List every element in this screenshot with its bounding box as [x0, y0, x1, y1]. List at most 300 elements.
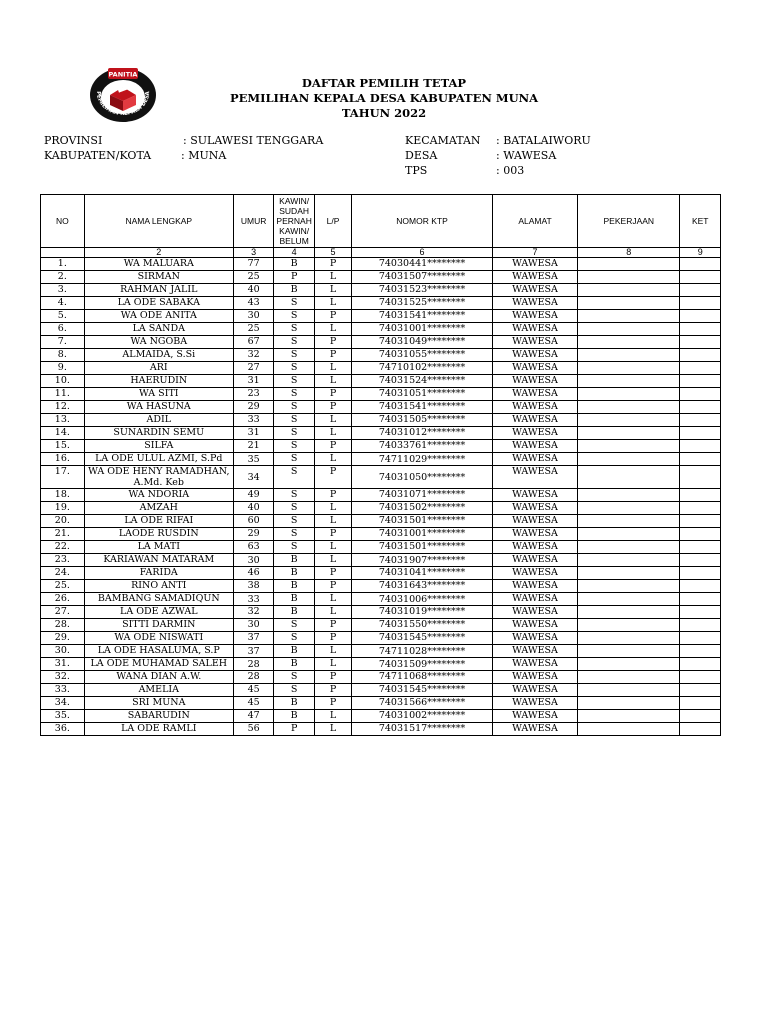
cell-ket [680, 310, 721, 323]
cell-pekerjaan [578, 427, 680, 440]
cell-lp: L [314, 271, 351, 284]
cell-lp: L [314, 554, 351, 567]
cell-umur: 33 [233, 593, 274, 606]
cell-ktp: 74031541******** [352, 401, 493, 414]
table-row [41, 528, 721, 541]
cell-nama: LA ODE RIFAI [84, 515, 233, 528]
cell-umur: 30 [233, 310, 274, 323]
cell-no: 33. [41, 684, 85, 697]
cell-lp: L [314, 541, 351, 554]
cell-nama: ALMAIDA, S.Si [84, 349, 233, 362]
table-row [41, 645, 721, 658]
cell-nama: SUNARDIN SEMU [84, 427, 233, 440]
cell-pekerjaan [578, 567, 680, 580]
table-row [41, 323, 721, 336]
cell-ktp: 74031517******** [352, 723, 493, 736]
cell-alamat: WAWESA [492, 710, 577, 723]
cell-kawin: P [274, 723, 315, 736]
cell-ktp: 74031566******** [352, 697, 493, 710]
table-row [41, 554, 721, 567]
table-row [41, 375, 721, 388]
cell-kawin: S [274, 336, 315, 349]
cell-no: 35. [41, 710, 85, 723]
cell-alamat: WAWESA [492, 297, 577, 310]
cell-alamat: WAWESA [492, 466, 577, 489]
cell-lp: L [314, 284, 351, 297]
column-number: 6 [352, 248, 493, 258]
cell-ktp: 74031019******** [352, 606, 493, 619]
cell-ket [680, 349, 721, 362]
table-row [41, 502, 721, 515]
cell-ktp: 74031545******** [352, 632, 493, 645]
kecamatan-label: KECAMATAN [405, 134, 481, 147]
cell-kawin: S [274, 414, 315, 427]
cell-nama: WA HASUNA [84, 401, 233, 414]
cell-ktp: 74031006******** [352, 593, 493, 606]
table-row [41, 710, 721, 723]
cell-ktp: 74711029******** [352, 453, 493, 466]
cell-alamat: WAWESA [492, 414, 577, 427]
table-row [41, 541, 721, 554]
cell-umur: 27 [233, 362, 274, 375]
cell-ktp: 74031507******** [352, 271, 493, 284]
cell-nama: LA ODE RAMLI [84, 723, 233, 736]
cell-nama: AMELIA [84, 684, 233, 697]
cell-umur: 35 [233, 453, 274, 466]
cell-nama: LA ODE AZWAL [84, 606, 233, 619]
table-row [41, 684, 721, 697]
cell-kawin: S [274, 684, 315, 697]
table-row [41, 271, 721, 284]
table-row [41, 284, 721, 297]
cell-umur: 25 [233, 271, 274, 284]
cell-pekerjaan [578, 489, 680, 502]
cell-nama: SIRMAN [84, 271, 233, 284]
cell-no: 18. [41, 489, 85, 502]
cell-no: 7. [41, 336, 85, 349]
header-nama: NAMA LENGKAP [84, 195, 233, 248]
cell-lp: L [314, 593, 351, 606]
cell-pekerjaan [578, 258, 680, 271]
cell-umur: 47 [233, 710, 274, 723]
cell-kawin: S [274, 528, 315, 541]
header-no: NO [41, 195, 85, 248]
cell-ktp: 74030441******** [352, 258, 493, 271]
cell-alamat: WAWESA [492, 723, 577, 736]
cell-kawin: B [274, 567, 315, 580]
cell-kawin: S [274, 466, 315, 489]
cell-alamat: WAWESA [492, 567, 577, 580]
cell-pekerjaan [578, 723, 680, 736]
table-row [41, 619, 721, 632]
cell-kawin: B [274, 580, 315, 593]
document-subtitle: PEMILIHAN KEPALA DESA KABUPATEN MUNA [229, 91, 539, 105]
cell-kawin: S [274, 362, 315, 375]
cell-pekerjaan [578, 541, 680, 554]
cell-nama: LA MATI [84, 541, 233, 554]
cell-ktp: 74033761******** [352, 440, 493, 453]
cell-no: 30. [41, 645, 85, 658]
cell-alamat: WAWESA [492, 528, 577, 541]
cell-no: 32. [41, 671, 85, 684]
cell-nama: AMZAH [84, 502, 233, 515]
cell-pekerjaan [578, 414, 680, 427]
header-lp: L/P [314, 195, 351, 248]
table-row [41, 258, 721, 271]
cell-ket [680, 580, 721, 593]
cell-kawin: S [274, 375, 315, 388]
cell-lp: P [314, 440, 351, 453]
cell-no: 1. [41, 258, 85, 271]
cell-no: 28. [41, 619, 85, 632]
column-number: 4 [274, 248, 315, 258]
column-number-row [41, 248, 721, 258]
cell-nama: LA SANDA [84, 323, 233, 336]
column-number: 3 [233, 248, 274, 258]
cell-lp: L [314, 414, 351, 427]
cell-lp: P [314, 684, 351, 697]
kabupaten-value: : MUNA [181, 149, 227, 162]
cell-pekerjaan [578, 671, 680, 684]
cell-umur: 45 [233, 697, 274, 710]
cell-pekerjaan [578, 362, 680, 375]
cell-alamat: WAWESA [492, 515, 577, 528]
cell-nama: WA SITI [84, 388, 233, 401]
cell-no: 19. [41, 502, 85, 515]
cell-ktp: 74031524******** [352, 375, 493, 388]
cell-kawin: B [274, 593, 315, 606]
cell-umur: 63 [233, 541, 274, 554]
table-row [41, 632, 721, 645]
cell-ktp: 74031509******** [352, 658, 493, 671]
cell-lp: P [314, 697, 351, 710]
cell-ket [680, 362, 721, 375]
cell-no: 15. [41, 440, 85, 453]
table-row [41, 362, 721, 375]
cell-pekerjaan [578, 515, 680, 528]
cell-ket [680, 671, 721, 684]
cell-ket [680, 401, 721, 414]
cell-no: 36. [41, 723, 85, 736]
cell-nama: SABARUDIN [84, 710, 233, 723]
cell-no: 21. [41, 528, 85, 541]
cell-lp: P [314, 489, 351, 502]
cell-nama: WA NGOBA [84, 336, 233, 349]
cell-lp: L [314, 606, 351, 619]
table-row [41, 414, 721, 427]
cell-nama: LAODE RUSDIN [84, 528, 233, 541]
cell-no: 14. [41, 427, 85, 440]
tps-value: : 003 [496, 164, 525, 177]
cell-ktp: 74031051******** [352, 388, 493, 401]
cell-pekerjaan [578, 453, 680, 466]
desa-value: : WAWESA [496, 149, 557, 162]
column-number: 5 [314, 248, 351, 258]
cell-nama: ARI [84, 362, 233, 375]
table-row [41, 697, 721, 710]
cell-no: 26. [41, 593, 85, 606]
column-number: 2 [84, 248, 233, 258]
cell-lp: P [314, 466, 351, 489]
cell-lp: P [314, 336, 351, 349]
table-row [41, 427, 721, 440]
cell-nama: FARIDA [84, 567, 233, 580]
column-number: 8 [578, 248, 680, 258]
cell-umur: 23 [233, 388, 274, 401]
header-umur: UMUR [233, 195, 274, 248]
cell-no: 24. [41, 567, 85, 580]
cell-kawin: B [274, 606, 315, 619]
cell-alamat: WAWESA [492, 502, 577, 515]
cell-lp: P [314, 580, 351, 593]
cell-ket [680, 297, 721, 310]
header-pekerjaan: PEKERJAAN [578, 195, 680, 248]
cell-nama: LA ODE SABAKA [84, 297, 233, 310]
cell-no: 5. [41, 310, 85, 323]
table-row [41, 567, 721, 580]
cell-ktp: 74031001******** [352, 528, 493, 541]
header-ket: KET [680, 195, 721, 248]
cell-lp: P [314, 401, 351, 414]
cell-alamat: WAWESA [492, 336, 577, 349]
cell-alamat: WAWESA [492, 362, 577, 375]
cell-ket [680, 632, 721, 645]
cell-ktp: 74031071******** [352, 489, 493, 502]
cell-pekerjaan [578, 401, 680, 414]
cell-ktp: 74031545******** [352, 684, 493, 697]
cell-ket [680, 427, 721, 440]
table-row [41, 336, 721, 349]
cell-no: 17. [41, 466, 85, 489]
cell-kawin: S [274, 440, 315, 453]
cell-no: 6. [41, 323, 85, 336]
cell-no: 27. [41, 606, 85, 619]
document-year: TAHUN 2022 [341, 106, 427, 120]
cell-lp: P [314, 619, 351, 632]
cell-nama: ADIL [84, 414, 233, 427]
cell-ket [680, 375, 721, 388]
cell-lp: L [314, 502, 351, 515]
cell-ket [680, 414, 721, 427]
cell-ktp: 74031502******** [352, 502, 493, 515]
cell-alamat: WAWESA [492, 697, 577, 710]
logo-top-text: PANITIA [108, 70, 138, 79]
cell-no: 3. [41, 284, 85, 297]
cell-nama: HAERUDIN [84, 375, 233, 388]
cell-pekerjaan [578, 580, 680, 593]
cell-no: 25. [41, 580, 85, 593]
cell-kawin: S [274, 619, 315, 632]
cell-pekerjaan [578, 336, 680, 349]
cell-ket [680, 466, 721, 489]
cell-lp: P [314, 632, 351, 645]
cell-no: 23. [41, 554, 85, 567]
cell-umur: 49 [233, 489, 274, 502]
cell-umur: 37 [233, 632, 274, 645]
cell-umur: 32 [233, 606, 274, 619]
cell-umur: 67 [233, 336, 274, 349]
cell-ktp: 74711028******** [352, 645, 493, 658]
cell-pekerjaan [578, 388, 680, 401]
desa-label: DESA [405, 149, 438, 162]
cell-alamat: WAWESA [492, 271, 577, 284]
cell-ktp: 74031505******** [352, 414, 493, 427]
cell-pekerjaan [578, 284, 680, 297]
cell-kawin: S [274, 349, 315, 362]
cell-umur: 34 [233, 466, 274, 489]
cell-lp: P [314, 567, 351, 580]
cell-ket [680, 388, 721, 401]
cell-nama: BAMBANG SAMADIQUN [84, 593, 233, 606]
cell-alamat: WAWESA [492, 375, 577, 388]
cell-umur: 60 [233, 515, 274, 528]
cell-umur: 37 [233, 645, 274, 658]
table-row [41, 310, 721, 323]
cell-pekerjaan [578, 710, 680, 723]
cell-pekerjaan [578, 297, 680, 310]
cell-lp: P [314, 388, 351, 401]
cell-alamat: WAWESA [492, 580, 577, 593]
cell-alamat: WAWESA [492, 440, 577, 453]
cell-umur: 29 [233, 401, 274, 414]
table-header-row [41, 195, 721, 248]
cell-no: 20. [41, 515, 85, 528]
cell-nama: RINO ANTI [84, 580, 233, 593]
cell-ket [680, 284, 721, 297]
header-alamat: ALAMAT [492, 195, 577, 248]
cell-kawin: B [274, 554, 315, 567]
cell-umur: 30 [233, 554, 274, 567]
cell-kawin: S [274, 671, 315, 684]
cell-kawin: B [274, 697, 315, 710]
cell-ktp: 74031541******** [352, 310, 493, 323]
cell-no: 11. [41, 388, 85, 401]
cell-ket [680, 528, 721, 541]
cell-ket [680, 723, 721, 736]
kecamatan-value: : BATALAIWORU [496, 134, 591, 147]
table-row [41, 489, 721, 502]
cell-kawin: S [274, 401, 315, 414]
table-row [41, 671, 721, 684]
cell-alamat: WAWESA [492, 632, 577, 645]
cell-kawin: B [274, 710, 315, 723]
logo-ring-text: PEMILIHAN KEPALA DESA [94, 91, 152, 118]
cell-alamat: WAWESA [492, 671, 577, 684]
cell-kawin: S [274, 310, 315, 323]
cell-no: 22. [41, 541, 85, 554]
cell-alamat: WAWESA [492, 453, 577, 466]
cell-lp: P [314, 671, 351, 684]
cell-pekerjaan [578, 310, 680, 323]
cell-no: 16. [41, 453, 85, 466]
table-row [41, 297, 721, 310]
cell-kawin: B [274, 645, 315, 658]
cell-pekerjaan [578, 502, 680, 515]
cell-pekerjaan [578, 684, 680, 697]
cell-lp: L [314, 710, 351, 723]
cell-ket [680, 593, 721, 606]
cell-ket [680, 502, 721, 515]
cell-no: 8. [41, 349, 85, 362]
cell-no: 12. [41, 401, 85, 414]
cell-ktp: 74031049******** [352, 336, 493, 349]
cell-kawin: S [274, 453, 315, 466]
cell-nama: WANA DIAN A.W. [84, 671, 233, 684]
cell-ket [680, 554, 721, 567]
cell-nama: RAHMAN JALIL [84, 284, 233, 297]
cell-ktp: 74711068******** [352, 671, 493, 684]
table-row [41, 401, 721, 414]
cell-ktp: 74031012******** [352, 427, 493, 440]
table-row [41, 723, 721, 736]
cell-pekerjaan [578, 554, 680, 567]
cell-umur: 29 [233, 528, 274, 541]
cell-nama: SITTI DARMIN [84, 619, 233, 632]
cell-alamat: WAWESA [492, 606, 577, 619]
cell-ktp: 74031907******** [352, 554, 493, 567]
cell-lp: P [314, 349, 351, 362]
column-number: 7 [492, 248, 577, 258]
cell-pekerjaan [578, 271, 680, 284]
cell-no: 9. [41, 362, 85, 375]
cell-ket [680, 336, 721, 349]
cell-ket [680, 453, 721, 466]
table-row [41, 658, 721, 671]
cell-nama: LA ODE MUHAMAD SALEH [84, 658, 233, 671]
cell-ktp: 74031001******** [352, 323, 493, 336]
cell-lp: P [314, 310, 351, 323]
cell-ktp: 74031501******** [352, 515, 493, 528]
cell-lp: L [314, 723, 351, 736]
cell-alamat: WAWESA [492, 310, 577, 323]
table-row [41, 606, 721, 619]
cell-ket [680, 271, 721, 284]
table-row [41, 593, 721, 606]
cell-nama: WA ODE ANITA [84, 310, 233, 323]
cell-umur: 46 [233, 567, 274, 580]
cell-nama: LA ODE HASALUMA, S.P [84, 645, 233, 658]
cell-ket [680, 710, 721, 723]
cell-kawin: S [274, 502, 315, 515]
cell-ket [680, 567, 721, 580]
cell-ktp: 74031041******** [352, 567, 493, 580]
cell-lp: L [314, 323, 351, 336]
column-number [41, 248, 85, 258]
cell-no: 29. [41, 632, 85, 645]
cell-alamat: WAWESA [492, 388, 577, 401]
cell-ktp: 74031501******** [352, 541, 493, 554]
cell-no: 13. [41, 414, 85, 427]
cell-pekerjaan [578, 440, 680, 453]
cell-umur: 77 [233, 258, 274, 271]
cell-no: 4. [41, 297, 85, 310]
cell-ktp: 74710102******** [352, 362, 493, 375]
cell-ket [680, 541, 721, 554]
cell-ket [680, 606, 721, 619]
cell-alamat: WAWESA [492, 401, 577, 414]
column-number: 9 [680, 248, 721, 258]
cell-umur: 31 [233, 375, 274, 388]
cell-umur: 30 [233, 619, 274, 632]
cell-kawin: S [274, 515, 315, 528]
table-row [41, 388, 721, 401]
cell-ket [680, 619, 721, 632]
provinsi-label: PROVINSI [44, 134, 103, 147]
cell-alamat: WAWESA [492, 489, 577, 502]
cell-alamat: WAWESA [492, 541, 577, 554]
document-title: DAFTAR PEMILIH TETAP [301, 76, 467, 90]
cell-alamat: WAWESA [492, 427, 577, 440]
